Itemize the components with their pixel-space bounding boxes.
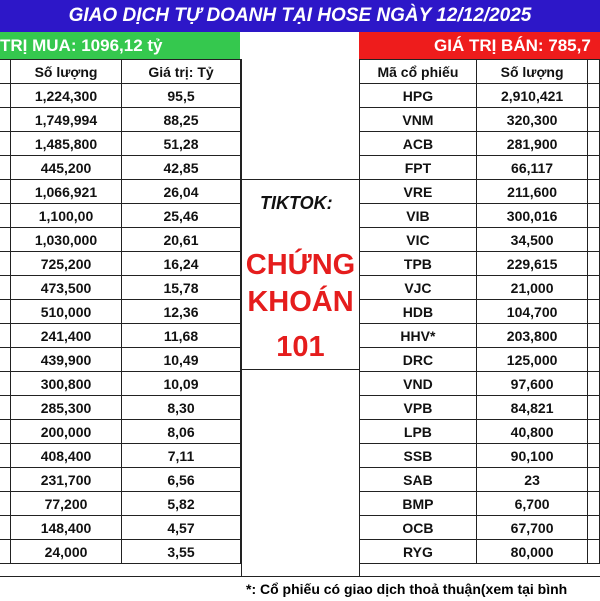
buy-stock-cell bbox=[0, 204, 11, 228]
sell-row bbox=[360, 276, 600, 300]
sell-value-cell bbox=[588, 396, 600, 420]
sell-value-cell bbox=[588, 180, 600, 204]
sell-quantity-cell: 320,300 bbox=[476, 108, 587, 132]
sell-row bbox=[360, 84, 600, 108]
buy-quantity-cell: 1,224,300 bbox=[11, 84, 122, 108]
buy-value-cell: 12,36 bbox=[122, 300, 241, 324]
sell-value-cell bbox=[588, 492, 600, 516]
buy-value-cell: 20,61 bbox=[122, 228, 241, 252]
sell-quantity-cell: 300,016 bbox=[476, 204, 587, 228]
buy-row bbox=[0, 420, 241, 444]
buy-quantity-cell: 473,500 bbox=[11, 276, 122, 300]
sell-ticker-cell: RYG bbox=[360, 540, 477, 564]
sell-ticker-cell: SSB bbox=[360, 444, 477, 468]
buy-row bbox=[0, 540, 241, 564]
sell-value-cell bbox=[588, 276, 600, 300]
sell-row bbox=[360, 492, 600, 516]
sell-ticker-cell: ACB bbox=[360, 132, 477, 156]
buy-stock-cell bbox=[0, 156, 11, 180]
buy-row bbox=[0, 204, 241, 228]
buy-stock-cell bbox=[0, 228, 11, 252]
sell-row bbox=[360, 540, 600, 564]
buy-quantity-cell: 148,400 bbox=[11, 516, 122, 540]
sell-row bbox=[360, 420, 600, 444]
buy-value-cell: 10,09 bbox=[122, 372, 241, 396]
buy-stock-cell bbox=[0, 300, 11, 324]
buy-row bbox=[0, 300, 241, 324]
buy-row bbox=[0, 372, 241, 396]
sell-quantity-cell: 34,500 bbox=[476, 228, 587, 252]
buy-stock-cell bbox=[0, 516, 11, 540]
brand-line-1: CHỨNG bbox=[245, 249, 356, 281]
sell-quantity-cell: 40,800 bbox=[476, 420, 587, 444]
sell-value-cell bbox=[588, 372, 600, 396]
sell-ticker-cell: VJC bbox=[360, 276, 477, 300]
buy-row bbox=[0, 132, 241, 156]
buy-quantity-cell: 241,400 bbox=[11, 324, 122, 348]
buy-quantity-cell: 408,400 bbox=[11, 444, 122, 468]
buy-stock-cell bbox=[0, 324, 11, 348]
sell-value-cell bbox=[588, 156, 600, 180]
buy-stock-cell bbox=[0, 348, 11, 372]
buy-value-cell: 7,11 bbox=[122, 444, 241, 468]
sell-row bbox=[360, 180, 600, 204]
sell-ticker-cell: HPG bbox=[360, 84, 477, 108]
buy-value-cell: 26,04 bbox=[122, 180, 241, 204]
sell-value-cell bbox=[588, 204, 600, 228]
buy-quantity-cell: 300,800 bbox=[11, 372, 122, 396]
sell-row bbox=[360, 468, 600, 492]
sell-quantity-cell: 281,900 bbox=[476, 132, 587, 156]
buy-row bbox=[0, 84, 241, 108]
buy-row bbox=[0, 108, 241, 132]
sell-value-cell bbox=[588, 228, 600, 252]
sell-quantity-cell: 97,600 bbox=[476, 372, 587, 396]
buy-row bbox=[0, 348, 241, 372]
sell-ticker-cell: VND bbox=[360, 372, 477, 396]
buy-row bbox=[0, 468, 241, 492]
sell-col-ticker: Mã cổ phiếu bbox=[360, 60, 477, 84]
sell-value-cell bbox=[588, 132, 600, 156]
buy-quantity-cell: 285,300 bbox=[11, 396, 122, 420]
buy-quantity-cell: 439,900 bbox=[11, 348, 122, 372]
sell-quantity-cell: 6,700 bbox=[476, 492, 587, 516]
sell-table bbox=[359, 59, 600, 564]
buy-row bbox=[0, 396, 241, 420]
buy-stock-cell bbox=[0, 492, 11, 516]
buy-stock-cell bbox=[0, 252, 11, 276]
sell-col-quantity: Số lượng bbox=[476, 60, 587, 84]
buy-value-cell: 25,46 bbox=[122, 204, 241, 228]
sell-quantity-cell: 2,910,421 bbox=[476, 84, 587, 108]
tiktok-label: TIKTOK: bbox=[260, 193, 333, 213]
buy-stock-cell bbox=[0, 108, 11, 132]
sell-row bbox=[360, 444, 600, 468]
sell-ticker-cell: VPB bbox=[360, 396, 477, 420]
sell-ticker-cell: HHV* bbox=[360, 324, 477, 348]
buy-stock-cell bbox=[0, 132, 11, 156]
sell-row bbox=[360, 324, 600, 348]
buy-col-value: Giá trị: Tỷ bbox=[122, 60, 241, 84]
sell-quantity-cell: 23 bbox=[476, 468, 587, 492]
sell-total-header: GIÁ TRỊ BÁN: 785,7 bbox=[359, 32, 600, 59]
sell-value-cell bbox=[588, 348, 600, 372]
buy-quantity-cell: 1,066,921 bbox=[11, 180, 122, 204]
buy-row bbox=[0, 444, 241, 468]
sell-ticker-cell: VRE bbox=[360, 180, 477, 204]
buy-value-cell: 8,30 bbox=[122, 396, 241, 420]
buy-stock-cell bbox=[0, 396, 11, 420]
buy-row bbox=[0, 156, 241, 180]
sell-quantity-cell: 84,821 bbox=[476, 396, 587, 420]
buy-value-cell: 8,06 bbox=[122, 420, 241, 444]
sell-quantity-cell: 66,117 bbox=[476, 156, 587, 180]
sell-row bbox=[360, 348, 600, 372]
buy-value-cell: 11,68 bbox=[122, 324, 241, 348]
sell-row bbox=[360, 252, 600, 276]
buy-stock-cell bbox=[0, 444, 11, 468]
sell-row bbox=[360, 228, 600, 252]
sell-value-cell bbox=[588, 108, 600, 132]
buy-quantity-cell: 1,030,000 bbox=[11, 228, 122, 252]
buy-quantity-cell: 24,000 bbox=[11, 540, 122, 564]
sell-ticker-cell: VIB bbox=[360, 204, 477, 228]
sell-value-cell bbox=[588, 540, 600, 564]
sell-ticker-cell: DRC bbox=[360, 348, 477, 372]
buy-col-quantity: Số lượng bbox=[11, 60, 122, 84]
sell-row bbox=[360, 396, 600, 420]
buy-stock-cell bbox=[0, 540, 11, 564]
sell-value-cell bbox=[588, 300, 600, 324]
sell-ticker-cell: VIC bbox=[360, 228, 477, 252]
buy-quantity-cell: 445,200 bbox=[11, 156, 122, 180]
buy-col-stock-cut bbox=[0, 60, 11, 84]
buy-value-cell: 42,85 bbox=[122, 156, 241, 180]
page-title: GIAO DỊCH TỰ DOANH TẠI HOSE NGÀY 12/12/2025 bbox=[0, 0, 600, 32]
footnote-text: *: Cổ phiếu có giao dịch thoả thuận(xem tại bình bbox=[246, 581, 568, 597]
buy-row bbox=[0, 228, 241, 252]
sell-ticker-cell: TPB bbox=[360, 252, 477, 276]
sell-value-cell bbox=[588, 84, 600, 108]
buy-value-cell: 88,25 bbox=[122, 108, 241, 132]
footnote bbox=[0, 576, 600, 601]
buy-quantity-cell: 1,749,994 bbox=[11, 108, 122, 132]
buy-quantity-cell: 231,700 bbox=[11, 468, 122, 492]
buy-stock-cell bbox=[0, 84, 11, 108]
brand-line-2: KHOÁN bbox=[247, 286, 354, 318]
buy-value-cell: 95,5 bbox=[122, 84, 241, 108]
sell-header-row bbox=[360, 60, 600, 84]
buy-stock-cell bbox=[0, 276, 11, 300]
sell-value-cell bbox=[588, 468, 600, 492]
buy-quantity-cell: 725,200 bbox=[11, 252, 122, 276]
sell-row bbox=[360, 156, 600, 180]
sell-ticker-cell: HDB bbox=[360, 300, 477, 324]
sell-row bbox=[360, 132, 600, 156]
sell-quantity-cell: 21,000 bbox=[476, 276, 587, 300]
sell-value-cell bbox=[588, 516, 600, 540]
sell-quantity-cell: 104,700 bbox=[476, 300, 587, 324]
sell-row bbox=[360, 372, 600, 396]
buy-row bbox=[0, 324, 241, 348]
buy-row bbox=[0, 516, 241, 540]
buy-value-cell: 5,82 bbox=[122, 492, 241, 516]
buy-quantity-cell: 510,000 bbox=[11, 300, 122, 324]
buy-stock-cell bbox=[0, 372, 11, 396]
buy-stock-cell bbox=[0, 468, 11, 492]
sell-row bbox=[360, 516, 600, 540]
buy-quantity-cell: 1,100,00 bbox=[11, 204, 122, 228]
buy-value-cell: 4,57 bbox=[122, 516, 241, 540]
buy-quantity-cell: 1,485,800 bbox=[11, 132, 122, 156]
buy-row bbox=[0, 276, 241, 300]
buy-row bbox=[0, 252, 241, 276]
buy-total-header: TRỊ MUA: 1096,12 tỷ bbox=[0, 32, 240, 59]
sell-quantity-cell: 90,100 bbox=[476, 444, 587, 468]
buy-quantity-cell: 77,200 bbox=[11, 492, 122, 516]
buy-row bbox=[0, 180, 241, 204]
sell-ticker-cell: FPT bbox=[360, 156, 477, 180]
sell-quantity-cell: 67,700 bbox=[476, 516, 587, 540]
promo-divider-top bbox=[242, 179, 359, 180]
buy-value-cell: 6,56 bbox=[122, 468, 241, 492]
sell-ticker-cell: LPB bbox=[360, 420, 477, 444]
buy-row bbox=[0, 492, 241, 516]
buy-stock-cell bbox=[0, 420, 11, 444]
buy-value-cell: 16,24 bbox=[122, 252, 241, 276]
sell-row bbox=[360, 300, 600, 324]
buy-stock-cell bbox=[0, 180, 11, 204]
buy-quantity-cell: 200,000 bbox=[11, 420, 122, 444]
sell-value-cell bbox=[588, 420, 600, 444]
buy-value-cell: 3,55 bbox=[122, 540, 241, 564]
buy-value-cell: 51,28 bbox=[122, 132, 241, 156]
buy-header-row bbox=[0, 60, 241, 84]
sell-value-cell bbox=[588, 252, 600, 276]
sell-ticker-cell: OCB bbox=[360, 516, 477, 540]
sell-ticker-cell: SAB bbox=[360, 468, 477, 492]
sell-col-value-cut bbox=[588, 60, 600, 84]
sell-ticker-cell: VNM bbox=[360, 108, 477, 132]
buy-value-cell: 15,78 bbox=[122, 276, 241, 300]
sell-quantity-cell: 80,000 bbox=[476, 540, 587, 564]
sell-row bbox=[360, 108, 600, 132]
sell-row bbox=[360, 204, 600, 228]
sell-quantity-cell: 211,600 bbox=[476, 180, 587, 204]
buy-value-cell: 10,49 bbox=[122, 348, 241, 372]
sell-quantity-cell: 203,800 bbox=[476, 324, 587, 348]
promo-divider-bottom bbox=[242, 369, 359, 370]
sell-ticker-cell: BMP bbox=[360, 492, 477, 516]
sell-quantity-cell: 229,615 bbox=[476, 252, 587, 276]
sell-value-cell bbox=[588, 444, 600, 468]
buy-table bbox=[0, 59, 241, 564]
promo-panel bbox=[241, 59, 360, 576]
brand-line-3: 101 bbox=[276, 331, 325, 363]
sell-value-cell bbox=[588, 324, 600, 348]
sell-quantity-cell: 125,000 bbox=[476, 348, 587, 372]
